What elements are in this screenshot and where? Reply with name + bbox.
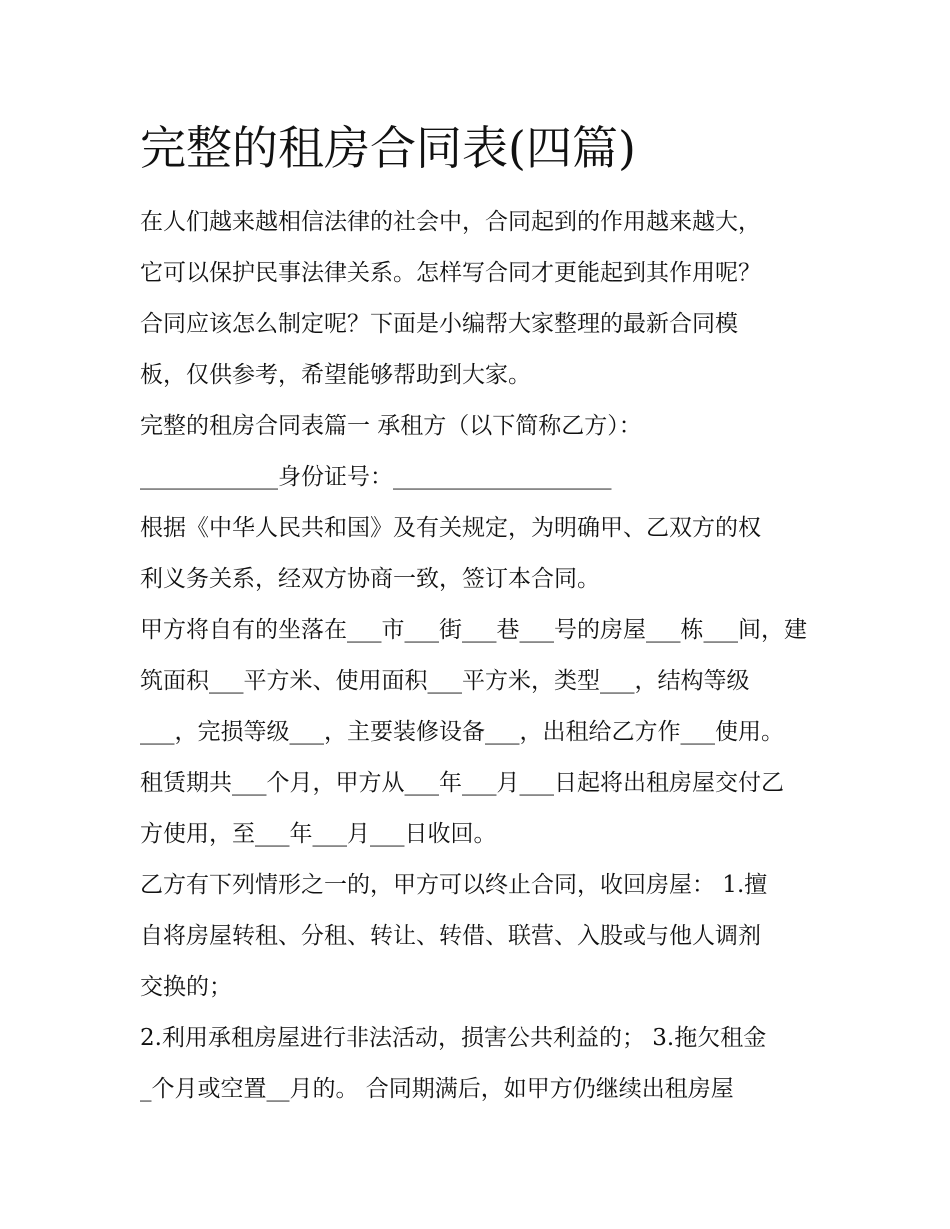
body-line: 板，仅供参考，希望能够帮助到大家。 — [140, 362, 531, 388]
document-body — [140, 197, 830, 1115]
body-line: 乙方有下列情形之一的，甲方可以终止合同，收回房屋： 1.擅 — [140, 872, 768, 898]
body-line: 甲方将自有的坐落在___市___街___巷___号的房屋___栋___间，建 — [140, 617, 807, 643]
body-line: _个月或空置__月的。 合同期满后，如甲方仍继续出租房屋 — [140, 1076, 734, 1102]
body-line: 交换的； — [140, 974, 232, 1000]
body-line: 利义务关系，经双方协商一致，签订本合同。 — [140, 566, 600, 592]
body-line: 方使用，至___年___月___日收回。 — [140, 821, 497, 847]
body-line: 在人们越来越相信法律的社会中，合同起到的作用越来越大， — [140, 209, 761, 235]
body-line: 它可以保护民事法律关系。怎样写合同才更能起到其作用呢？ — [140, 260, 761, 286]
body-line: 2.利用承租房屋进行非法活动，损害公共利益的； 3.拖欠租金 — [140, 1025, 767, 1051]
body-line: ___，完损等级___，主要装修设备___，出租给乙方作___使用。 — [140, 719, 784, 745]
body-line: ____________身份证号：___________________ — [140, 464, 612, 490]
body-line: 筑面积___平方米、使用面积___平方米，类型___，结构等级 — [140, 668, 750, 694]
document-title: 完整的租房合同表(四篇) — [140, 121, 636, 175]
body-line: 合同应该怎么制定呢？下面是小编帮大家整理的最新合同模 — [140, 311, 738, 337]
body-line: 租赁期共___个月，甲方从___年___月___日起将出租房屋交付乙 — [140, 770, 784, 796]
body-line: 完整的租房合同表篇一 承租方（以下简称乙方）： — [140, 413, 642, 439]
body-line: 自将房屋转租、分租、转让、转借、联营、入股或与他人调剂 — [140, 923, 761, 949]
body-line: 根据《中华人民共和国》及有关规定，为明确甲、乙双方的权 — [140, 515, 761, 541]
